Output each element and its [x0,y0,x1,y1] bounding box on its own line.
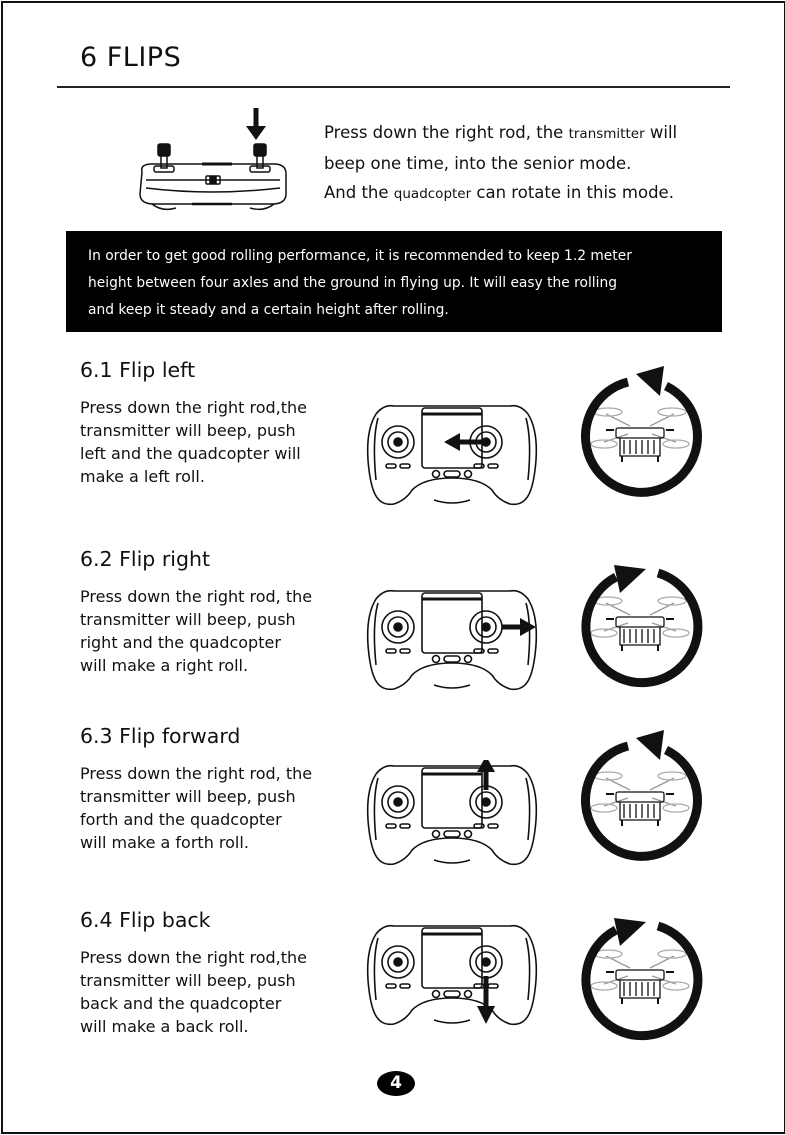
transmitter-left-arrow-icon [364,400,540,510]
notice-line: and keep it steady and a certain height after rolling. [88,302,449,318]
flip-heading: 6.4 Flip back [80,908,211,932]
flip-description: Press down the right rod, the transmitter will beep, push forth and the quadcopter will make a forth roll. [80,764,313,852]
intro-line: Press down the right rod, the transmitter will [324,123,678,142]
intro-line: beep one time, into the senior mode. [324,154,632,173]
transmitter-right-arrow-icon [364,585,540,695]
clockwise-arrow-icon [570,908,710,1048]
page-number-badge: 4 [377,1071,415,1096]
intro-paragraph [324,118,724,209]
intro-line: And the quadcopter can rotate in this mode. [324,183,674,202]
section-title: 6 FLIPS [80,42,182,73]
flip-forward-section [0,724,785,894]
flip-heading: 6.2 Flip right [80,547,210,571]
flip-description: Press down the right rod,the transmitter will beep, push back and the quadcopter will make a back roll. [80,948,307,1036]
notice-line: height between four axles and the ground in flying up. It will easy the rolling [88,275,617,291]
flip-heading: 6.3 Flip forward [80,724,241,748]
title-divider [57,86,730,88]
notice-line: In order to get good rolling performance, it is recommended to keep 1.2 meter [88,248,632,264]
flip-back-section [0,908,785,1078]
flip-heading: 6.1 Flip left [80,358,196,382]
notice-box [66,231,722,332]
flip-left-section [0,358,785,528]
flip-right-section [0,547,785,717]
flip-description: Press down the right rod,the transmitter will beep, push left and the quadcopter will make a left roll. [80,398,307,486]
transmitter-down-arrow-icon [364,920,540,1030]
counterclockwise-arrow-icon [570,366,710,506]
transmitter-up-arrow-icon [364,760,540,870]
counterclockwise-arrow-icon [570,730,710,870]
transmitter-press-right-stick-icon [132,104,294,216]
clockwise-arrow-icon [570,555,710,695]
flip-description: Press down the right rod, the transmitter will beep, push right and the quadcopter will make a right roll. [80,587,313,675]
